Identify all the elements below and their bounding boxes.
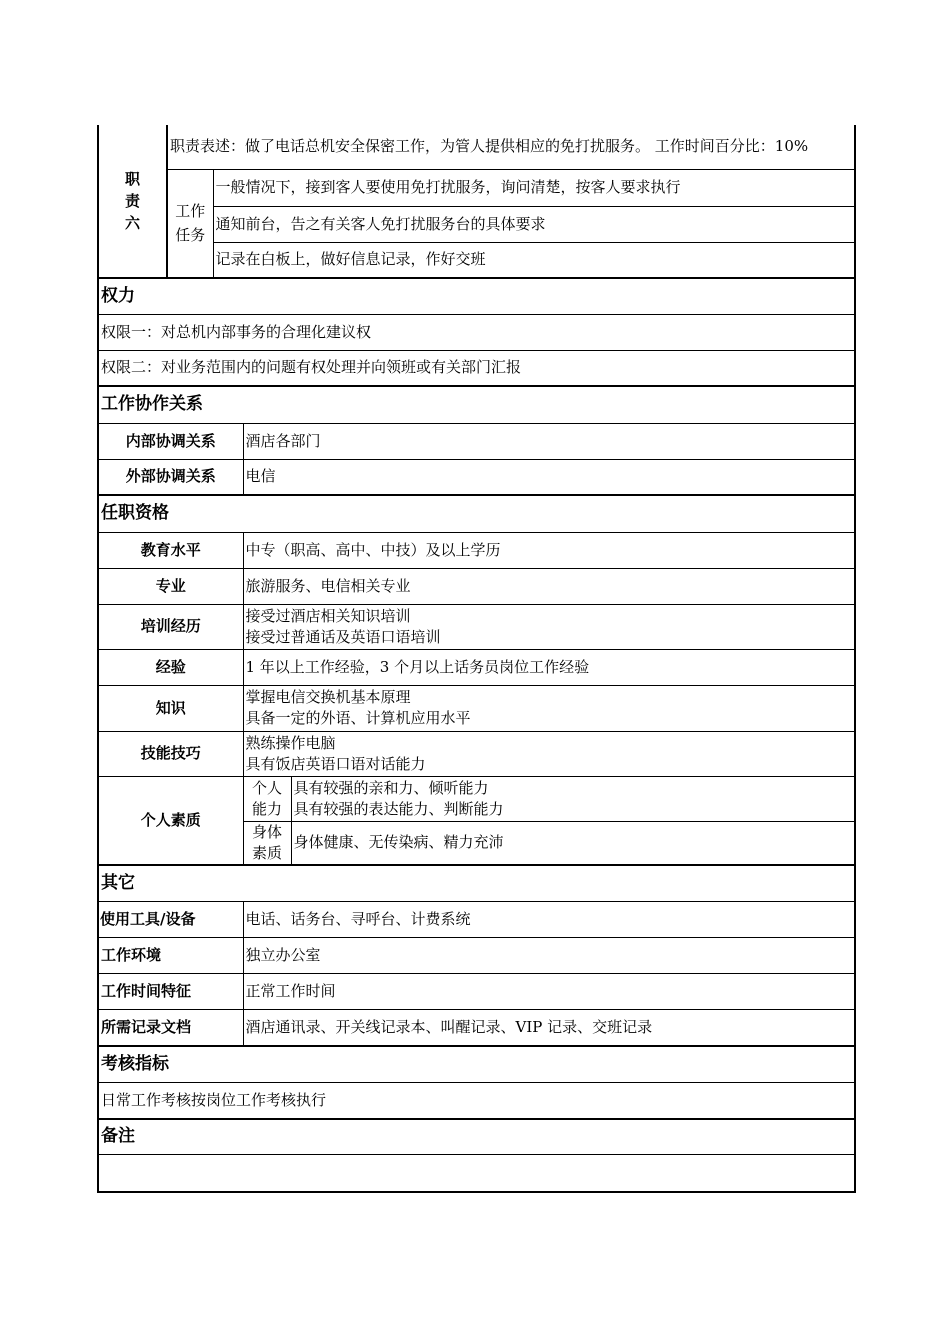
knowledge-line: 掌握电信交换机基本原理	[245, 688, 411, 706]
experience-label: 经验	[98, 649, 243, 685]
cooperation-title: 工作协作关系	[98, 386, 855, 423]
duty6-label-char: 责	[124, 192, 140, 210]
assessment-title: 考核指标	[98, 1046, 855, 1083]
tools-value: 电话、话务台、寻呼台、计费系统	[243, 902, 855, 938]
records-value: 酒店通讯录、开关线记录本、叫醒记录、VIP 记录、交班记录	[243, 1010, 855, 1046]
external-coordination-value: 电信	[243, 459, 855, 495]
tools-label: 使用工具/设备	[98, 902, 243, 938]
education-label: 教育水平	[98, 532, 243, 568]
knowledge-value	[243, 685, 855, 731]
job-description-table	[97, 125, 856, 1193]
physical-quality-label: 身体素质	[243, 821, 291, 865]
skills-line: 具有饭店英语口语对话能力	[245, 754, 426, 773]
training-line: 接受过普通话及英语口语培训	[245, 627, 441, 646]
physical-quality-value: 身体健康、无传染病、精力充沛	[291, 821, 855, 865]
training-value	[243, 604, 855, 649]
authority-title: 权力	[98, 278, 855, 314]
major-value: 旅游服务、电信相关专业	[243, 568, 855, 604]
skills-label: 技能技巧	[98, 731, 243, 776]
internal-coordination-label: 内部协调关系	[98, 423, 243, 459]
duty6-task-1: 一般情况下，接到客人要使用免打扰服务，询问清楚，按客人要求执行	[213, 169, 855, 206]
personal-ability-line: 具有较强的表达能力、判断能力	[293, 799, 504, 818]
duty6-label	[98, 125, 167, 278]
work-environment-value: 独立办公室	[243, 938, 855, 974]
records-label: 所需记录文档	[98, 1010, 243, 1046]
personal-ability-value	[291, 776, 855, 821]
personal-ability-line: 具有较强的亲和力、倾听能力	[293, 778, 489, 797]
skills-value	[243, 731, 855, 776]
experience-value: 1 年以上工作经验，3 个月以上话务员岗位工作经验	[243, 649, 855, 685]
duty6-description: 职责表述：做了电话总机安全保密工作，为管人提供相应的免打扰服务。 工作时间百分比：10%	[167, 125, 855, 169]
qualification-title: 任职资格	[98, 495, 855, 532]
remarks-value	[98, 1155, 855, 1192]
external-coordination-label: 外部协调关系	[98, 459, 243, 495]
personal-quality-label: 个人素质	[98, 776, 243, 865]
training-label: 培训经历	[98, 604, 243, 649]
duty6-label-char: 职	[124, 170, 140, 188]
assessment-value: 日常工作考核按岗位工作考核执行	[98, 1083, 855, 1119]
duty6-task-3: 记录在白板上，做好信息记录，作好交班	[213, 242, 855, 278]
skills-line: 熟练操作电脑	[245, 733, 336, 752]
major-label: 专业	[98, 568, 243, 604]
duty6-label-char: 六	[124, 214, 140, 232]
work-time-value: 正常工作时间	[243, 974, 855, 1010]
remarks-title: 备注	[98, 1119, 855, 1155]
education-value: 中专（职高、高中、中技）及以上学历	[243, 532, 855, 568]
authority-item-1: 权限一：对总机内部事务的合理化建议权	[98, 314, 855, 350]
training-line: 接受过酒店相关知识培训	[245, 606, 411, 625]
work-environment-label: 工作环境	[98, 938, 243, 974]
duty6-task-label: 工作任务	[167, 169, 213, 278]
work-time-label: 工作时间特征	[98, 974, 243, 1010]
authority-item-2: 权限二：对业务范围内的问题有权处理并向领班或有关部门汇报	[98, 350, 855, 386]
knowledge-line: 具备一定的外语、计算机应用水平	[245, 709, 471, 727]
knowledge-label: 知识	[98, 685, 243, 731]
internal-coordination-value: 酒店各部门	[243, 423, 855, 459]
duty6-task-2: 通知前台，告之有关客人免打扰服务台的具体要求	[213, 206, 855, 242]
job-description-sheet	[97, 125, 854, 1193]
other-title: 其它	[98, 865, 855, 902]
personal-ability-label: 个人能力	[243, 776, 291, 821]
